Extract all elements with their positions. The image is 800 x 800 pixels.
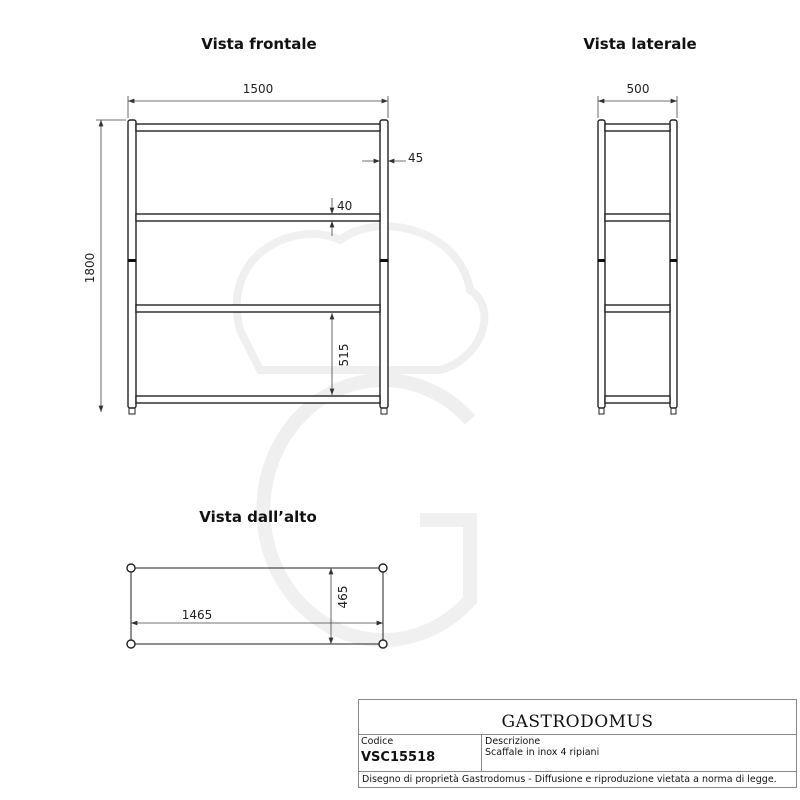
- post-dimension: 45: [408, 151, 424, 165]
- foot: [599, 408, 604, 414]
- shelf: [605, 214, 670, 221]
- post-joint: [598, 259, 605, 262]
- post-joint: [670, 259, 677, 262]
- shelf: [605, 124, 670, 131]
- shelf: [136, 396, 380, 403]
- product-description: Scaffale in inox 4 ripiani: [485, 747, 600, 758]
- shelf: [136, 214, 380, 221]
- foot: [381, 408, 387, 414]
- copyright-notice: Disegno di proprietà Gastrodomus - Diffusione e riproduzione vietata a norma di legge.: [362, 774, 777, 785]
- front-post: [598, 120, 605, 408]
- side-view: [598, 82, 677, 414]
- brand-logo: [359, 700, 796, 735]
- foot: [129, 408, 135, 414]
- product-code: VSC15518: [361, 750, 436, 765]
- depth-dimension: 500: [626, 82, 650, 96]
- shelf-gap-dimension: 515: [337, 343, 351, 367]
- code-label: Codice: [361, 736, 394, 747]
- code-cell: [359, 735, 482, 771]
- brand-name: GASTRODOMUS: [501, 712, 654, 732]
- back-post: [670, 120, 677, 408]
- right-post: [380, 120, 388, 408]
- inner-depth-dimension: 465: [336, 585, 350, 609]
- post-section: [379, 564, 387, 572]
- side-view-title: Vista laterale: [583, 35, 697, 53]
- shelf: [136, 124, 380, 131]
- shelf: [605, 305, 670, 312]
- title-block: [358, 699, 797, 788]
- post-joint: [380, 259, 388, 262]
- height-dimension: 1800: [83, 252, 97, 284]
- description-cell: [482, 735, 796, 771]
- title-block-row: [359, 735, 796, 772]
- top-view-title: Vista dall’alto: [199, 508, 317, 526]
- left-post: [128, 120, 136, 408]
- shelf-thickness-dimension: 40: [337, 199, 353, 213]
- shelf: [605, 396, 670, 403]
- width-dimension: 1500: [242, 82, 274, 96]
- post-section: [127, 564, 135, 572]
- foot: [671, 408, 676, 414]
- post-joint: [128, 259, 136, 262]
- post-section: [127, 640, 135, 648]
- description-label: Descrizione: [485, 736, 541, 747]
- shelf: [136, 305, 380, 312]
- post-section: [379, 640, 387, 648]
- watermark-logo: [237, 226, 485, 640]
- front-view-title: Vista frontale: [201, 35, 317, 53]
- inner-width-dimension: 1465: [181, 608, 213, 622]
